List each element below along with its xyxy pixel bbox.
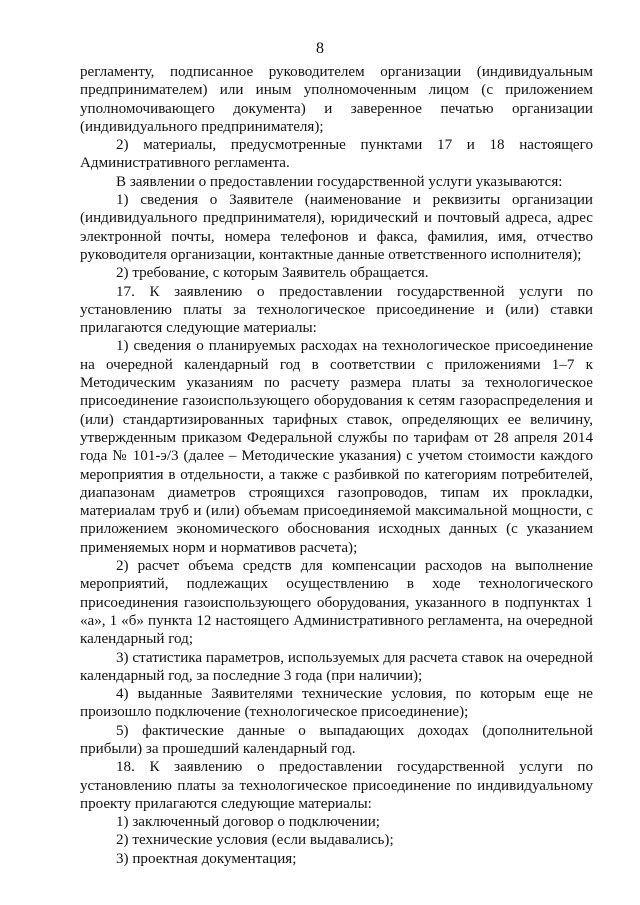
paragraph-compensation-calc: 2) расчет объема средств для компенсации расходов на выполнение мероприятий, подлежащих осуществлению в ходе технологического присоединения газоиспользующего оборудования, указанного в подпунктах 1 «а», 1 «б» пункта 12 настоящего Административного регламента, на очередной календарный год; [80, 558, 593, 648]
list-item-project-docs: 3) проектная документация; [116, 850, 297, 867]
list-item-contract: 1) заключенный договор о подключении; [116, 814, 380, 831]
document-body [80, 63, 593, 868]
paragraph-technical-conditions: 4) выданные Заявителями технические условия, по которым еще не произошло подключение (технологическое присоединение); [80, 686, 593, 721]
paragraph-actual-data: 5) фактические данные о выпадающих доходах (дополнительной прибыли) за прошедший календарный год. [80, 722, 593, 757]
page-number: 8 [316, 40, 324, 57]
paragraph-requirement: 2) требование, с которым Заявитель обращается. [116, 265, 429, 282]
paragraph-section-18: 18. К заявлению о предоставлении государственной услуги по установлению платы за технологическое присоединение по индивидуальному проекту прилагаются следующие материалы: [80, 759, 593, 812]
paragraph-item-2-materials: 2) материалы, предусмотренные пунктами 17 и 18 настоящего Административного регламента. [80, 137, 593, 172]
paragraph-statistics: 3) статистика параметров, используемых для расчета ставок на очередной календарный год, за последние 3 года (при наличии); [80, 649, 593, 684]
paragraph-application-contents: В заявлении о предоставлении государственной услуги указываются: [116, 173, 563, 190]
paragraph-applicant-info: 1) сведения о Заявителе (наименование и реквизиты организации (индивидуального предпринимателя), юридический и почтовый адреса, адрес электронной почты, номера телефонов и факса, фамилия, имя, отчество руководителя организации, контактные данные ответственного исполнителя); [80, 192, 593, 263]
paragraph-continuation: регламенту, подписанное руководителем организации (индивидуальным предпринимателем) или иным уполномоченным лицом (с приложением уполномочивающего документа) и заверенное печатью организации (индивидуального предпринимателя); [80, 64, 593, 135]
paragraph-section-17: 17. К заявлению о предоставлении государственной услуги по установлению платы за технологическое присоединение и (или) ставки прилагаются следующие материалы: [80, 283, 593, 337]
paragraph-planned-expenses: 1) сведения о планируемых расходах на технологическое присоединение на очередной календарный год в соответствии с приложениями 1–7 к Методическим указаниям по расчету размера платы за технологическое присоединение газоиспользующего оборудования к сетям газораспределения и (или) стандартизированных тарифных ставок, определяющих ее величину, утвержденным приказом Федеральной службы по тарифам от 28 апреля 2014 года № 101-э/3 (далее – Методические указания) с учетом стоимости каждого мероприятия в отдельности, а также с разбивкой по категориям потребителей, диапазонам диаметров строящихся газопроводов, типам их прокладки, материалам труб и (или) объемам присоединяемой максимальной мощности, с приложением экономического обоснования исходных данных (с указанием применяемых норм и нормативов расчета); [80, 338, 593, 556]
list-item-tech-conditions: 2) технические условия (если выдавались); [116, 832, 394, 849]
